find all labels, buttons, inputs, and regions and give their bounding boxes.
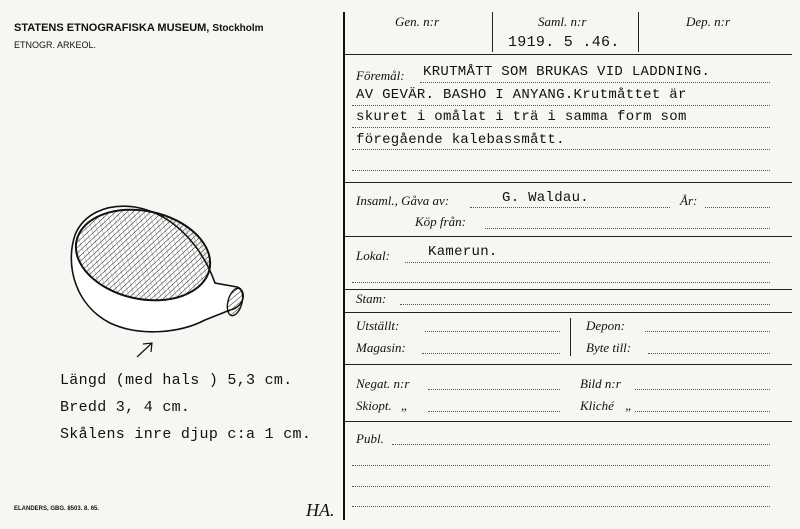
powder-measure-drawing: [55, 195, 255, 365]
rule-magasin: [345, 364, 792, 365]
magasin-label: Magasin:: [356, 340, 406, 355]
measurement-width: Bredd 3, 4 cm.: [60, 399, 191, 416]
measurement-depth: Skålens inre djup c:a 1 cm.: [60, 426, 312, 443]
lokal-value: Kamerun.: [428, 244, 498, 260]
saml-number-value: 1919. 5 .46.: [508, 34, 620, 51]
rule-skiopt: [345, 421, 792, 422]
utstallt-divider: [570, 318, 571, 356]
rule-stam: [345, 312, 792, 313]
museum-header: [14, 22, 264, 34]
measurement-length: Längd (med hals ) 5,3 cm.: [60, 372, 293, 389]
card-divider-line: [343, 12, 345, 520]
foremal-line-3: skuret i omålat i trä i samma form som: [356, 109, 687, 125]
byte-till-label: Byte till:: [586, 340, 632, 355]
top-divider-2: [638, 12, 639, 52]
rule-foremal: [345, 182, 792, 183]
foremal-line-2: AV GEVÄR. BASHO I ANYANG.Krutmåttet är: [356, 87, 687, 103]
lokal-label: Lokal:: [356, 248, 390, 263]
negat-label: Negat. n:r: [356, 376, 410, 391]
foremal-line-4: föregående kalebassmått.: [356, 132, 565, 148]
foremal-line-1: KRUTMÅTT SOM BRUKAS VID LADDNING.: [423, 64, 711, 80]
rule-insaml: [345, 236, 792, 237]
insaml-label: Insaml., Gåva av:: [356, 193, 450, 208]
depon-label: Depon:: [586, 318, 625, 333]
kliche-label: [580, 398, 631, 414]
rule-top: [345, 54, 792, 55]
bild-label: Bild n:r: [580, 376, 621, 391]
saml-number-label: Saml. n:r: [538, 14, 587, 29]
dep-number-label: Dep. n:r: [686, 14, 731, 29]
top-divider-1: [492, 12, 493, 52]
insaml-value: G. Waldau.: [502, 190, 590, 206]
stam-label: Stam:: [356, 291, 387, 306]
department-label: ETNOGR. ARKEOL.: [14, 40, 97, 50]
kliche-mark: „: [625, 398, 631, 413]
printer-imprint: ELANDERS, GBG. 8503. 8. 65.: [14, 506, 100, 512]
museum-city: Stockholm: [212, 23, 264, 34]
utstallt-label: Utställt:: [356, 318, 400, 333]
rule-lokal: [345, 289, 792, 290]
kliche-text: Kliché: [580, 398, 614, 413]
skiopt-text: Skiopt.: [356, 398, 392, 413]
gen-number-label: Gen. n:r: [395, 14, 440, 29]
publ-label: Publ.: [356, 431, 384, 446]
museum-name: STATENS ETNOGRAFISKA MUSEUM,: [14, 22, 210, 34]
ar-label: År:: [680, 193, 698, 208]
handwritten-initials: HA.: [306, 500, 335, 520]
skiopt-label: [356, 398, 407, 414]
skiopt-mark: „: [401, 398, 407, 413]
foremal-label: Föremål:: [356, 68, 405, 83]
kop-fran-label: Köp från:: [415, 214, 466, 229]
